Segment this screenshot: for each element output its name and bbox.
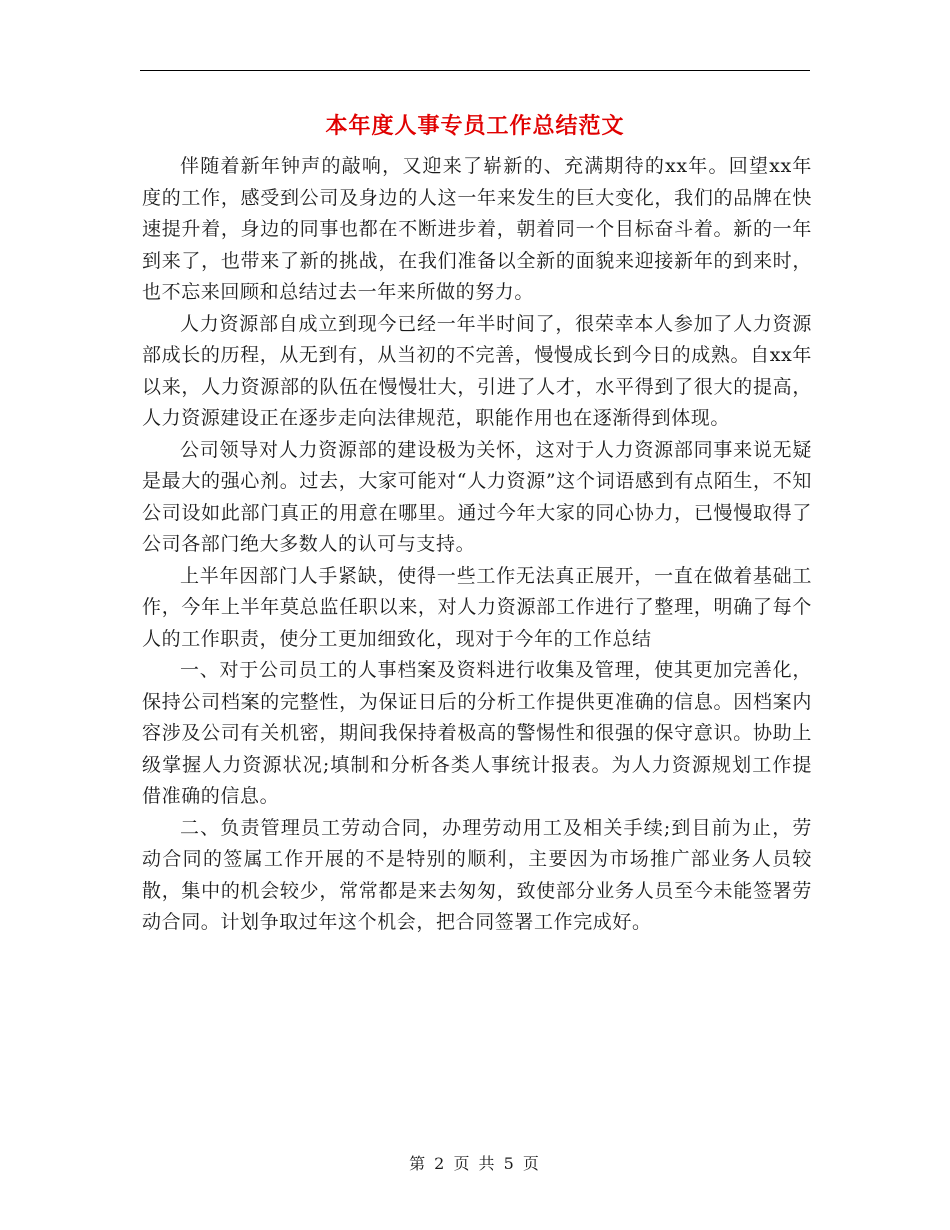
document-body [142, 151, 812, 939]
paragraph-3: 公司领导对人力资源部的建设极为关怀，这对于人力资源部同事来说无疑是最大的强心剂。过去，大家可能对“人力资源”这个词语感到有点陌生，不知公司设如此部门真正的用意在哪里。通过今年大家的同心协力，已慢慢取得了公司各部门绝大多数人的认可与支持。 [142, 438, 812, 555]
paragraph-4: 上半年因部门人手紧缺，使得一些工作无法真正展开，一直在做着基础工作，今年上半年莫总监任职以来，对人力资源部工作进行了整理，明确了每个人的工作职责，使分工更加细致化，现对于今年的工作总结 [142, 564, 812, 650]
header-rule [140, 70, 810, 71]
paragraph-6: 二、负责管理员工劳动合同，办理劳动用工及相关手续;到目前为止，劳动合同的签属工作开展的不是特别的顺利，主要因为市场推广部业务人员较散，集中的机会较少，常常都是来去匆匆，致使部分业务人员至今未能签署劳动合同。计划争取过年这个机会，把合同签署工作完成好。 [142, 816, 812, 933]
paragraph-5: 一、对于公司员工的人事档案及资料进行收集及管理，使其更加完善化，保持公司档案的完整性，为保证日后的分析工作提供更准确的信息。因档案内容涉及公司有关机密，期间我保持着极高的警惕性和很强的保守意识。协助上级掌握人力资源状况;填制和分析各类人事统计报表。为人力资源规划工作提借准确的信息。 [142, 659, 812, 807]
paragraph-1: 伴随着新年钟声的敲响，又迎来了崭新的、充满期待的xx年。回望xx年度的工作，感受到公司及身边的人这一年来发生的巨大变化，我们的品牌在快速提升着，身边的同事也都在不断进步着，朝着同一个目标奋斗着。新的一年到来了，也带来了新的挑战，在我们准备以全新的面貌来迎接新年的到来时，也不忘来回顾和总结过去一年来所做的努力。 [142, 155, 812, 303]
page-number-footer: 第 2 页 共 5 页 [409, 1154, 541, 1173]
paragraph-2: 人力资源部自成立到现今已经一年半时间了，很荣幸本人参加了人力资源部成长的历程，从无到有，从当初的不完善，慢慢成长到今日的成熟。自xx年以来，人力资源部的队伍在慢慢壮大，引进了人才，水平得到了很大的提高，人力资源建设正在逐步走向法律规范，职能作用也在逐渐得到体现。 [142, 312, 812, 429]
document-title: 本年度人事专员工作总结范文 [325, 113, 625, 139]
